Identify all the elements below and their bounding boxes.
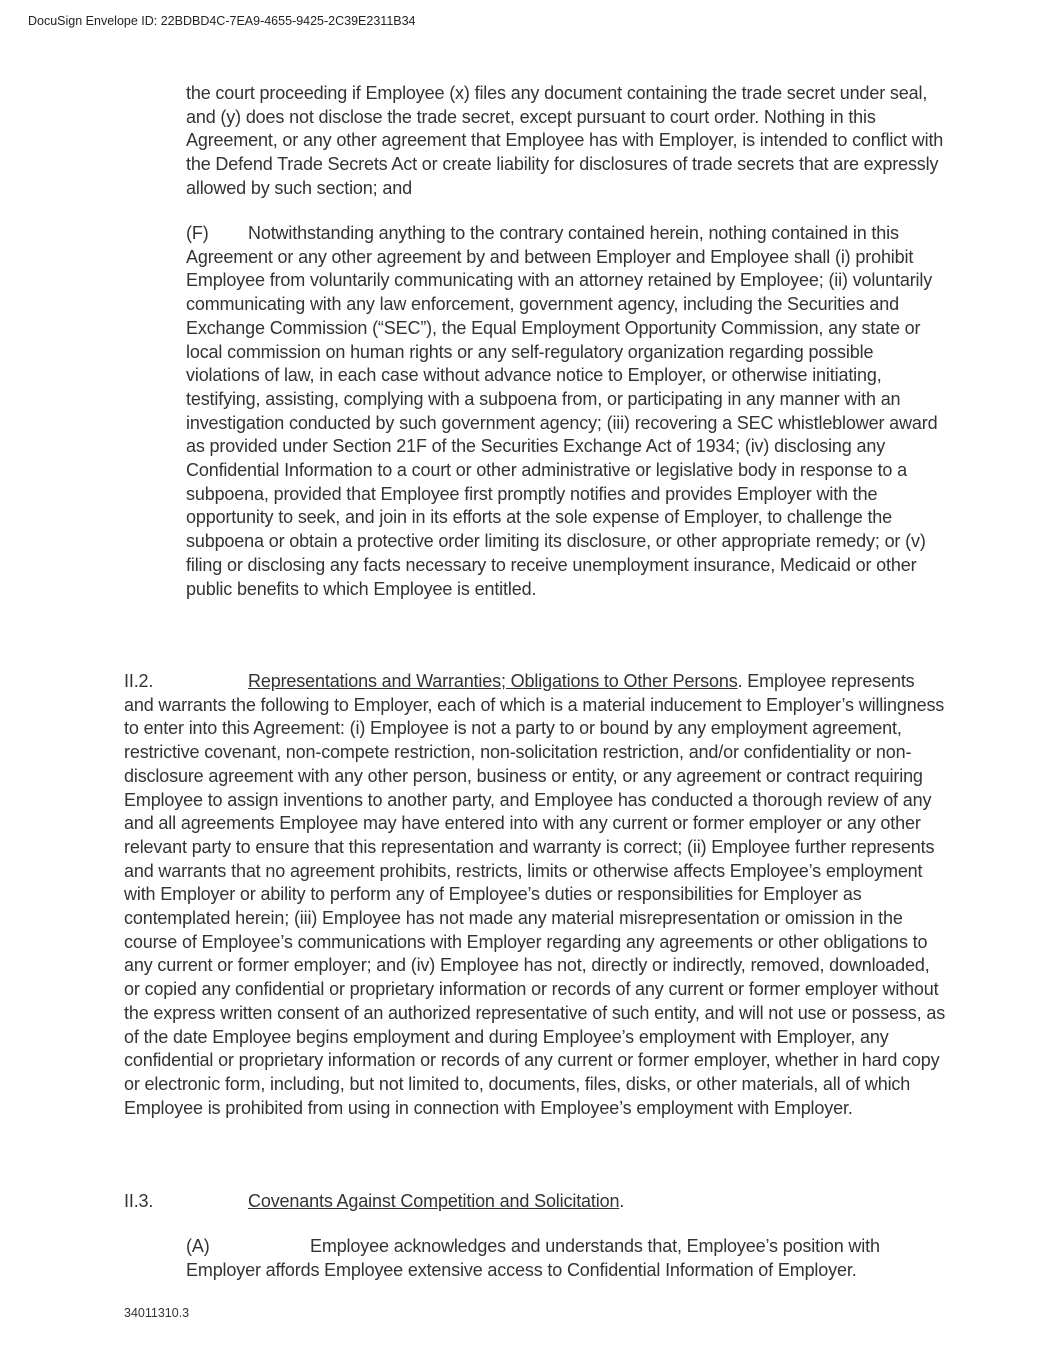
paragraph-a-text: Employee acknowledges and understands that, Employee’s position with Employer affords Employee extensive access to Confidential Information of Employer. (186, 1236, 880, 1280)
section-2-3-heading: Covenants Against Competition and Solicitation (248, 1191, 620, 1211)
paragraph-f-text: Notwithstanding anything to the contrary contained herein, nothing contained in this Agreement or any other agreement by and between Employer and Employee shall (i) prohibit Employee from voluntarily communicating with an attorney retained by Employee; (ii) voluntarily communicating with any law enforcement, government agency, including the Securities and Exchange Commission (“SEC”), the Equal Employment Opportunity Commission, any state or local commission on human rights or any self-regulatory organization regarding possible violations of law, in each case without advance notice to Employer, or otherwise initiating, testifying, assisting, complying with a subpoena from, or participating in any manner with an investigation conducted by such government agency; (iii) recovering a SEC whistleblower award as provided under Section 21F of the Securities Exchange Act of 1934; (iv) disclosing any Confidential Information to a court or other administrative or legislative body in response to a subpoena, provided that Employee first promptly notifies and provides Employer with the opportunity to seek, and join in its efforts at the sole expense of Employer, to challenge the subpoena or obtain a protective order limiting its disclosure, or other appropriate remedy; or (v) filing or disclosing any facts necessary to receive unemployment insurance, Medicaid or other public benefits to which Employee is entitled. (186, 223, 938, 599)
section-2-3-period: . (619, 1191, 625, 1211)
paragraph-a (186, 1235, 946, 1282)
section-2-2-heading: Representations and Warranties; Obligations to Other Persons (248, 671, 738, 691)
section-2-3-number: II.3. (124, 1191, 154, 1211)
docusign-envelope-id: DocuSign Envelope ID: 22BDBD4C-7EA9-4655-9425-2C39E2311B34 (28, 14, 416, 28)
paragraph-a-label: (A) (186, 1236, 210, 1256)
section-2-2-number: II.2. (124, 671, 154, 691)
paragraph-e-continued: the court proceeding if Employee (x) files any document containing the trade secret under seal, and (y) does not disclose the trade secret, except pursuant to court order. Nothing in this Agreement, or any other agreement that Employee has with Employer, is intended to conflict with the Defend Trade Secrets Act or create liability for disclosures of trade secrets that are expressly allowed by such section; and (186, 83, 944, 198)
document-number: 34011310.3 (124, 1306, 190, 1320)
section-2-2-text: . Employee represents and warrants the following to Employer, each of which is a material inducement to Employer’s willingness to enter into this Agreement: (i) Employee is not a party to or bound by any employment agreement, restrictive covenant, non-compete restriction, non-solicitation restriction, and/or confidentiality or non-disclosure agreement with any other person, business or entity, or any agreement or contract requiring Employee to assign inventions to another party, and Employee has conducted a thorough review of any and all agreements Employee may have entered into with any current or former employer or any other relevant party to ensure that this representation and warranty is correct; (ii) Employee further represents and warrants that no agreement prohibits, restricts, limits or otherwise affects Employee’s employment with Employer or ability to perform any of Employee’s duties or responsibilities for Employer as contemplated herein; (iii) Employee has not made any material misrepresentation or omission in the course of Employee’s communications with Employer regarding any agreements or other obligations to any current or former employer; and (iv) Employee has not, directly or indirectly, removed, downloaded, or copied any confidential or proprietary information or records of any current or former employer without the express written consent of an authorized representative of such entity, and will not use or possess, as of the date Employee begins employment and during Employee’s employment with Employer, any confidential or proprietary information or records of any current or former employer, whether in hard copy or electronic form, including, but not limited to, documents, files, disks, or other materials, all of which Employee is prohibited from using in connection with Employee’s employment with Employer. (124, 671, 946, 1118)
section-2-2 (124, 670, 946, 1120)
paragraph-f-label: (F) (186, 223, 209, 243)
paragraph-f (186, 222, 946, 601)
section-2-3 (124, 1190, 946, 1214)
